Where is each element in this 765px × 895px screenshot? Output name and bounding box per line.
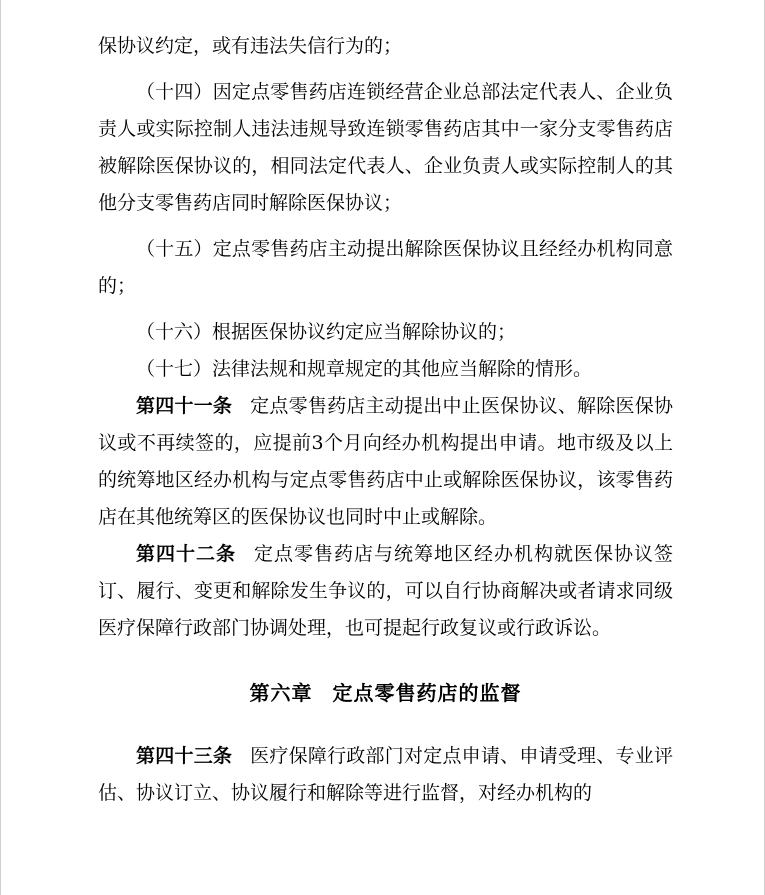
article-number: 第四十一条: [136, 395, 233, 417]
article-43: [98, 738, 673, 812]
article-41: [98, 388, 673, 536]
article-text: 医疗保障行政部门对定点申请、申请受理、专业评估、协议订立、协议履行和解除等进行监督，对经办机构的: [98, 745, 673, 804]
paragraph-continuation: [98, 28, 673, 65]
article-number: 第四十二条: [136, 543, 236, 565]
document-body: [98, 0, 673, 812]
article-number: 第四十三条: [136, 745, 233, 767]
paragraph-item-14: [98, 74, 673, 222]
paragraph-text: 保协议约定，或有违法失信行为的；: [98, 35, 403, 57]
paragraph-item-17: [98, 351, 673, 388]
paragraph-text: （十五）定点零售药店主动提出解除医保协议且经经办机构同意的；: [98, 238, 673, 297]
paragraph-item-16: [98, 314, 673, 351]
chapter-number: 第六章: [249, 681, 313, 705]
article-text: 定点零售药店主动提出中止医保协议、解除医保协议或不再续签的，应提前3个月向经办机构提出申请。地市级及以上的统筹地区经办机构与定点零售药店中止或解除医保协议，该零售药店在其他统筹区的医保协议也同时中止或解除。: [98, 395, 673, 528]
chapter-title: 定点零售药店的监督: [332, 681, 522, 705]
chapter-heading: [98, 647, 673, 738]
paragraph-item-15: [98, 231, 673, 305]
article-42: [98, 536, 673, 647]
article-text: 定点零售药店与统筹地区经办机构就医保协议签订、履行、变更和解除发生争议的，可以自行协商解决或者请求同级医疗保障行政部门协调处理，也可提起行政复议或行政诉讼。: [98, 543, 673, 639]
paragraph-text: （十七）法律法规和规章规定的其他应当解除的情形。: [136, 358, 593, 380]
paragraph-text: （十六）根据医保协议约定应当解除协议的；: [136, 321, 517, 343]
paragraph-text: （十四）因定点零售药店连锁经营企业总部法定代表人、企业负责人或实际控制人违法违规导致连锁零售药店其中一家分支零售药店被解除医保协议的，相同法定代表人、企业负责人或实际控制人的其他分支零售药店同时解除医保协议；: [98, 81, 673, 214]
